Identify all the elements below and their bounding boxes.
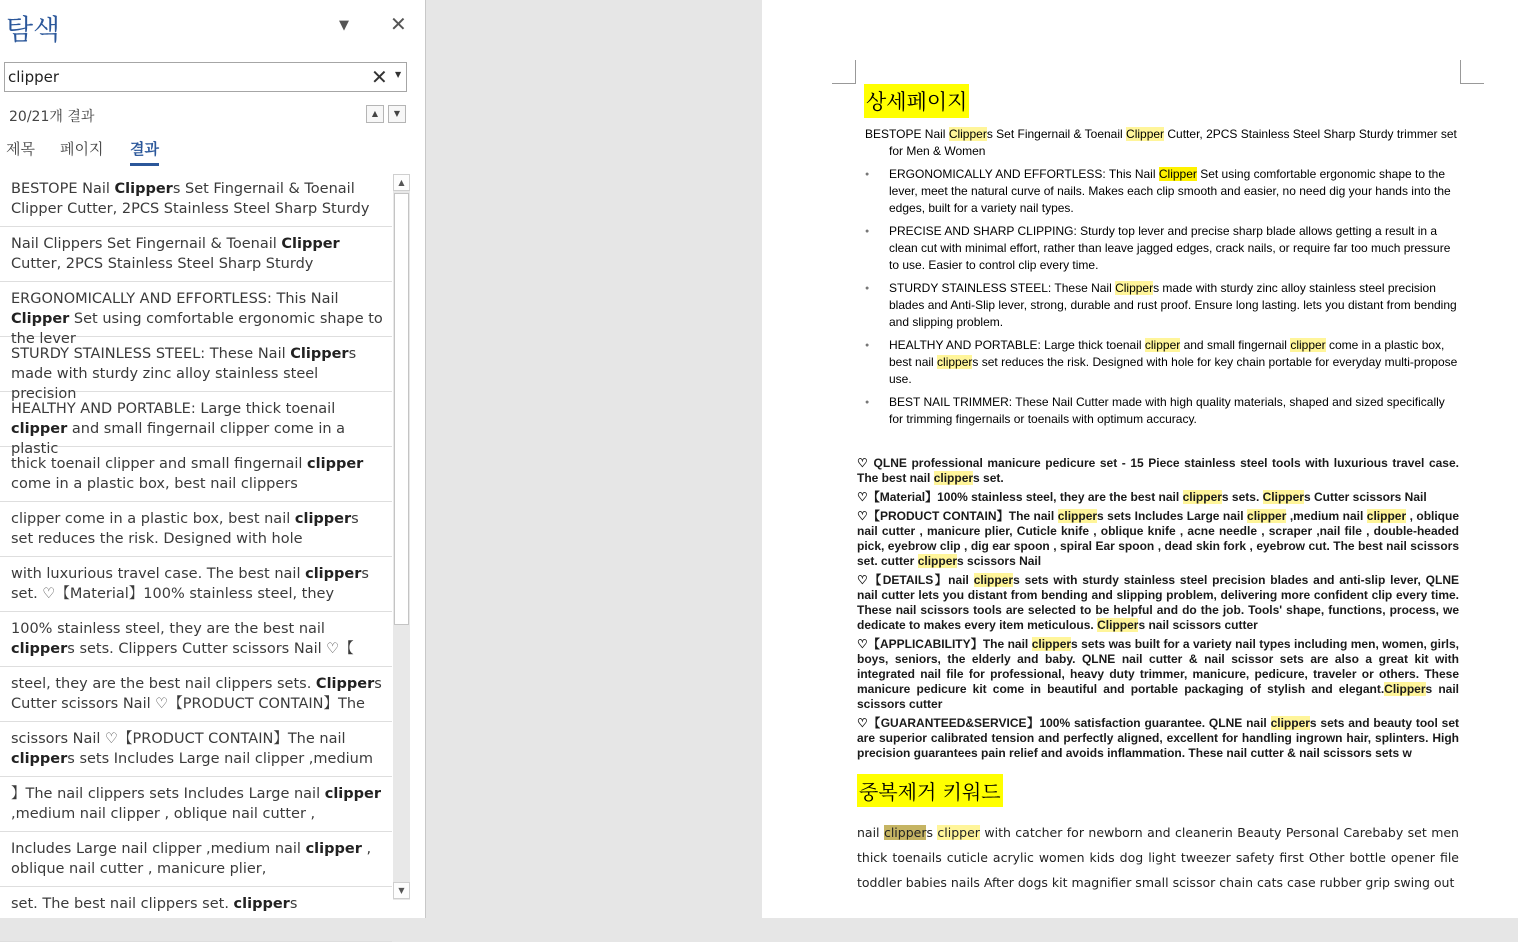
result-item[interactable]: Includes Large nail clipper ,medium nail clipper , oblique nail cutter , manicure plier,: [0, 832, 392, 887]
list-item: ● ERGONOMICALLY AND EFFORTLESS: This Nail Clipper Set using comfortable ergonomic shape to the lever, meet the natural curve of nails. Makes each clip smooth and easier, no need dig your hands into the edges, built for a variety nail types.: [865, 166, 1460, 217]
dedup-keywords-heading: 중복제거 키워드: [857, 774, 1003, 807]
result-item[interactable]: steel, they are the best nail clippers sets. Clippers Cutter scissors Nail ♡【PRODUCT CONTAIN】The: [0, 667, 392, 722]
margin-corner-left: [832, 60, 856, 84]
search-input[interactable]: [8, 66, 363, 88]
tab-headings[interactable]: 제목: [6, 140, 35, 158]
scroll-thumb[interactable]: [394, 193, 409, 625]
result-item[interactable]: STURDY STAINLESS STEEL: These Nail Clippers made with sturdy zinc alloy stainless steel precision: [0, 337, 392, 392]
list-item: ● PRECISE AND SHARP CLIPPING: Sturdy top lever and precise sharp blade allows getting a result in a clean cut with minimal effort, rather than leave jagged edges, crack nails, or require far too much pressure to use. Easier to control clip every time.: [865, 223, 1460, 274]
clear-icon[interactable]: ✕: [371, 65, 388, 89]
results-list: [0, 172, 392, 912]
result-item[interactable]: Nail Clippers Set Fingernail & Toenail Clipper Cutter, 2PCS Stainless Steel Sharp Sturdy: [0, 227, 392, 282]
result-item[interactable]: with luxurious travel case. The best nail clippers set. ♡【Material】100% stainless steel, they: [0, 557, 392, 612]
current-match: clipper: [883, 825, 927, 840]
results-scrollbar[interactable]: [393, 174, 410, 900]
qlne-description: [857, 456, 1459, 765]
doc-title: 상세페이지: [864, 84, 969, 118]
result-item[interactable]: scissors Nail ♡【PRODUCT CONTAIN】The nail clippers sets Includes Large nail clipper ,medium: [0, 722, 392, 777]
paragraph: ♡【Material】100% stainless steel, they are the best nail clippers sets. Clippers Cutter scissors Nail: [857, 490, 1427, 504]
result-item[interactable]: HEALTHY AND PORTABLE: Large thick toenail clipper and small fingernail clipper come in a plastic: [0, 392, 392, 447]
keyword-list: nail clippers clipper with catcher for newborn and cleanerin Beauty Personal Carebaby set men thick toenails cuticle acrylic women kids dog light tweezer safety first Other bottle opener file toddler babies nails After dogs kit magnifier small scissor chain cats case rubber grip swing out: [857, 825, 1459, 890]
list-item: ● HEALTHY AND PORTABLE: Large thick toenail clipper and small fingernail clipper come in a plastic box, best nail clippers set reduces the risk. Designed with hole for key chain portable for everyday multi-propose use.: [865, 337, 1460, 388]
doc-intro: BESTOPE Nail Clippers Set Fingernail & Toenail Clipper Cutter, 2PCS Stainless Steel Sharp Sturdy trimmer set for Men & Women: [865, 127, 1457, 158]
paragraph: ♡【APPLICABILITY】The nail clippers sets was built for a variety nail types including men, women, girls, boys, seniors, the elderly and baby. QLNE nail cutter & nail scissor sets are also a great kit with integrated nail file for professional, heavy duty trimmer, manicure, pedicure, traveler or others. These manicure pedicure kit come in beautiful and portable packaging of stylish and elegant.Clippers nail scissors cutter: [857, 637, 1460, 711]
margin-corner-right: [1460, 60, 1484, 84]
close-icon[interactable]: ✕: [390, 12, 407, 36]
paragraph: ♡【GUARANTEED&SERVICE】100% satisfaction guarantee. QLNE nail clippers sets and beauty tool set are superior calibrated tension and perfectly aligned, excellent for handling ingrown hair, splinters. High precision guarantees pain relief and avoids inflammation. These nail cutter & nail scissors sets w: [857, 716, 1459, 760]
nav-title: 탐색: [6, 13, 61, 46]
tab-pages[interactable]: 페이지: [60, 140, 104, 158]
scroll-up-icon[interactable]: ▲: [393, 174, 410, 191]
list-item: ● BEST NAIL TRIMMER: These Nail Cutter made with high quality materials, shaped and sized specifically for trimming fingernails or toenails with optimum accuracy.: [865, 394, 1460, 428]
scroll-down-icon[interactable]: ▼: [393, 882, 410, 899]
result-item[interactable]: thick toenail clipper and small fingernail clipper come in a plastic box, best nail clippers: [0, 447, 392, 502]
next-result-button[interactable]: ▼: [388, 105, 406, 123]
dropdown-icon[interactable]: ▼: [395, 70, 402, 79]
navigation-pane: [0, 0, 426, 918]
feature-bullets: [865, 166, 1460, 434]
result-item[interactable]: set. The best nail clippers set. clippers: [0, 887, 392, 942]
result-count: 20/21개 결과: [9, 109, 95, 125]
search-box: [4, 62, 407, 92]
paragraph: ♡【PRODUCT CONTAIN】The nail clippers sets Includes Large nail clipper ,medium nail clipper , oblique nail cutter , manicure plier, Cuticle knife , oblique knife , acne needle , scraper ,nail file , double-headed pick, eyebrow clip , dig ear spoon , spiral Ear spoon , dead skin fork , eyebrow cut. The best nail scissors set. cutter clippers scissors Nail: [857, 509, 1460, 568]
result-item[interactable]: 】The nail clippers sets Includes Large nail clipper ,medium nail clipper , oblique nail cutter ,: [0, 777, 392, 832]
result-item[interactable]: ERGONOMICALLY AND EFFORTLESS: This Nail Clipper Set using comfortable ergonomic shape to the lever: [0, 282, 392, 337]
caret-down-icon[interactable]: ▼: [339, 18, 349, 33]
paragraph: ♡ QLNE professional manicure pedicure set - 15 Piece stainless steel tools with luxurious travel case. The best nail clippers set.: [857, 456, 1459, 485]
paragraph: ♡【DETAILS】nail clippers sets with sturdy stainless steel precision blades and anti-slip lever, QLNE nail cutter lets you distant from bending and slipping problem, delivering more confident clip every time. These nail scissors tools are selected to be helpful and do the job. Tools' shape, functions, process, we dedicate to makes every item meticulous. Clippers nail scissors cutter: [857, 573, 1459, 632]
document-page[interactable]: [762, 0, 1518, 918]
result-item[interactable]: 100% stainless steel, they are the best nail clippers sets. Clippers Cutter scissors Nail ♡【: [0, 612, 392, 667]
result-item[interactable]: clipper come in a plastic box, best nail clippers set reduces the risk. Designed with hole: [0, 502, 392, 557]
tab-results[interactable]: 결과: [130, 138, 159, 166]
result-item[interactable]: BESTOPE Nail Clippers Set Fingernail & Toenail Clipper Cutter, 2PCS Stainless Steel Sharp Sturdy: [0, 172, 392, 227]
previous-result-button[interactable]: ▲: [366, 105, 384, 123]
list-item: ● STURDY STAINLESS STEEL: These Nail Clippers made with sturdy zinc alloy stainless steel precision blades and Anti-Slip lever, strong, durable and rust proof. Ensure long lasting. lets you distant from bending and slipping problem.: [865, 280, 1460, 331]
